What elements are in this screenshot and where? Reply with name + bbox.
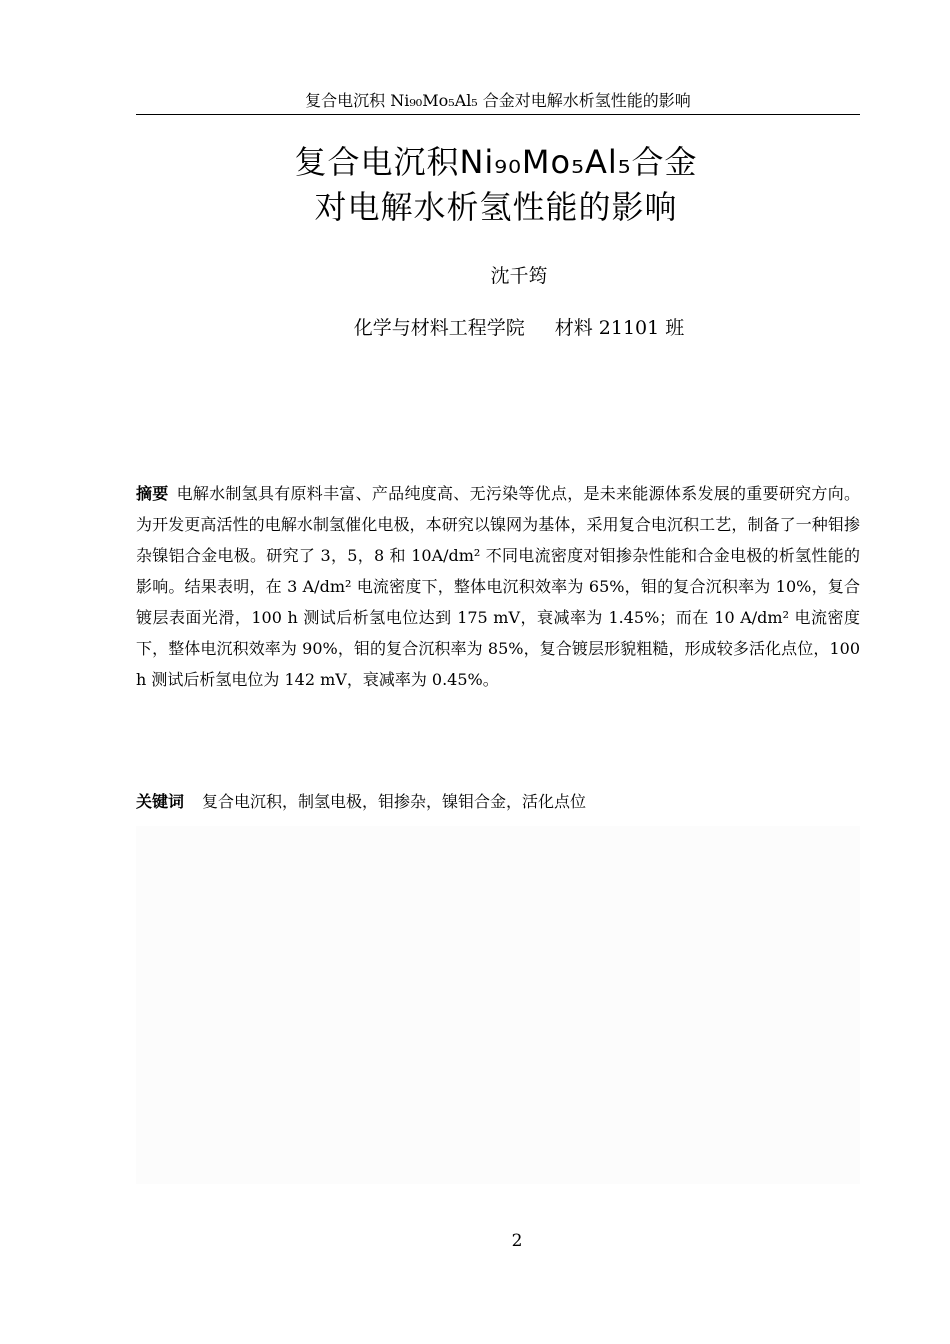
page-number: 2 (511, 1231, 523, 1251)
author-name: 沈千筠 (490, 265, 548, 287)
keywords-label: 关键词 (136, 792, 185, 811)
blank-region (136, 826, 860, 1184)
header-divider (136, 114, 860, 115)
affiliation (136, 315, 902, 341)
paper-title-line-2: 对电解水析氢性能的影响 (314, 188, 678, 226)
running-header: 复合电沉积 Ni₉₀Mo₅Al₅ 合金对电解水析氢性能的影响 (305, 91, 691, 110)
abstract-text: 电解水制氢具有原料丰富、产品纯度高、无污染等优点，是未来能源体系发展的重要研究方向。为开发更高活性的电解水制氢催化电极，本研究以镍网为基体，采用复合电沉积工艺，制备了一种钼掺杂镍铝合金电极。研究了 3，5，8 和 10A/dm² 不同电流密度对钼掺杂性能和合金电极的析氢性能的影响。结果表明，在 3 A/dm² 电流密度下，整体电沉积效率为 65%，钼的复合沉积率为 10%，复合镀层表面光滑，100 h 测试后析氢电位达到 175 mV，衰减率为 1.45%；而在 10 A/dm² 电流密度下，整体电沉积效率为 90%，钼的复合沉积率为 85%，复合镀层形貌粗糙，形成较多活化点位，100 h 测试后析氢电位为 142 mV，衰减率为 0.45%。 (136, 484, 860, 689)
keywords (136, 789, 860, 815)
affiliation-class: 材料 21101 班 (554, 317, 685, 339)
abstract-label: 摘要 (136, 484, 169, 503)
affiliation-school: 化学与材料工程学院 (353, 317, 525, 339)
keywords-text: 复合电沉积，制氢电极，钼掺杂，镍钼合金，活化点位 (202, 792, 587, 811)
abstract (136, 478, 860, 695)
paper-title-line-1: 复合电沉积Ni₉₀Mo₅Al₅合金 (294, 143, 698, 181)
